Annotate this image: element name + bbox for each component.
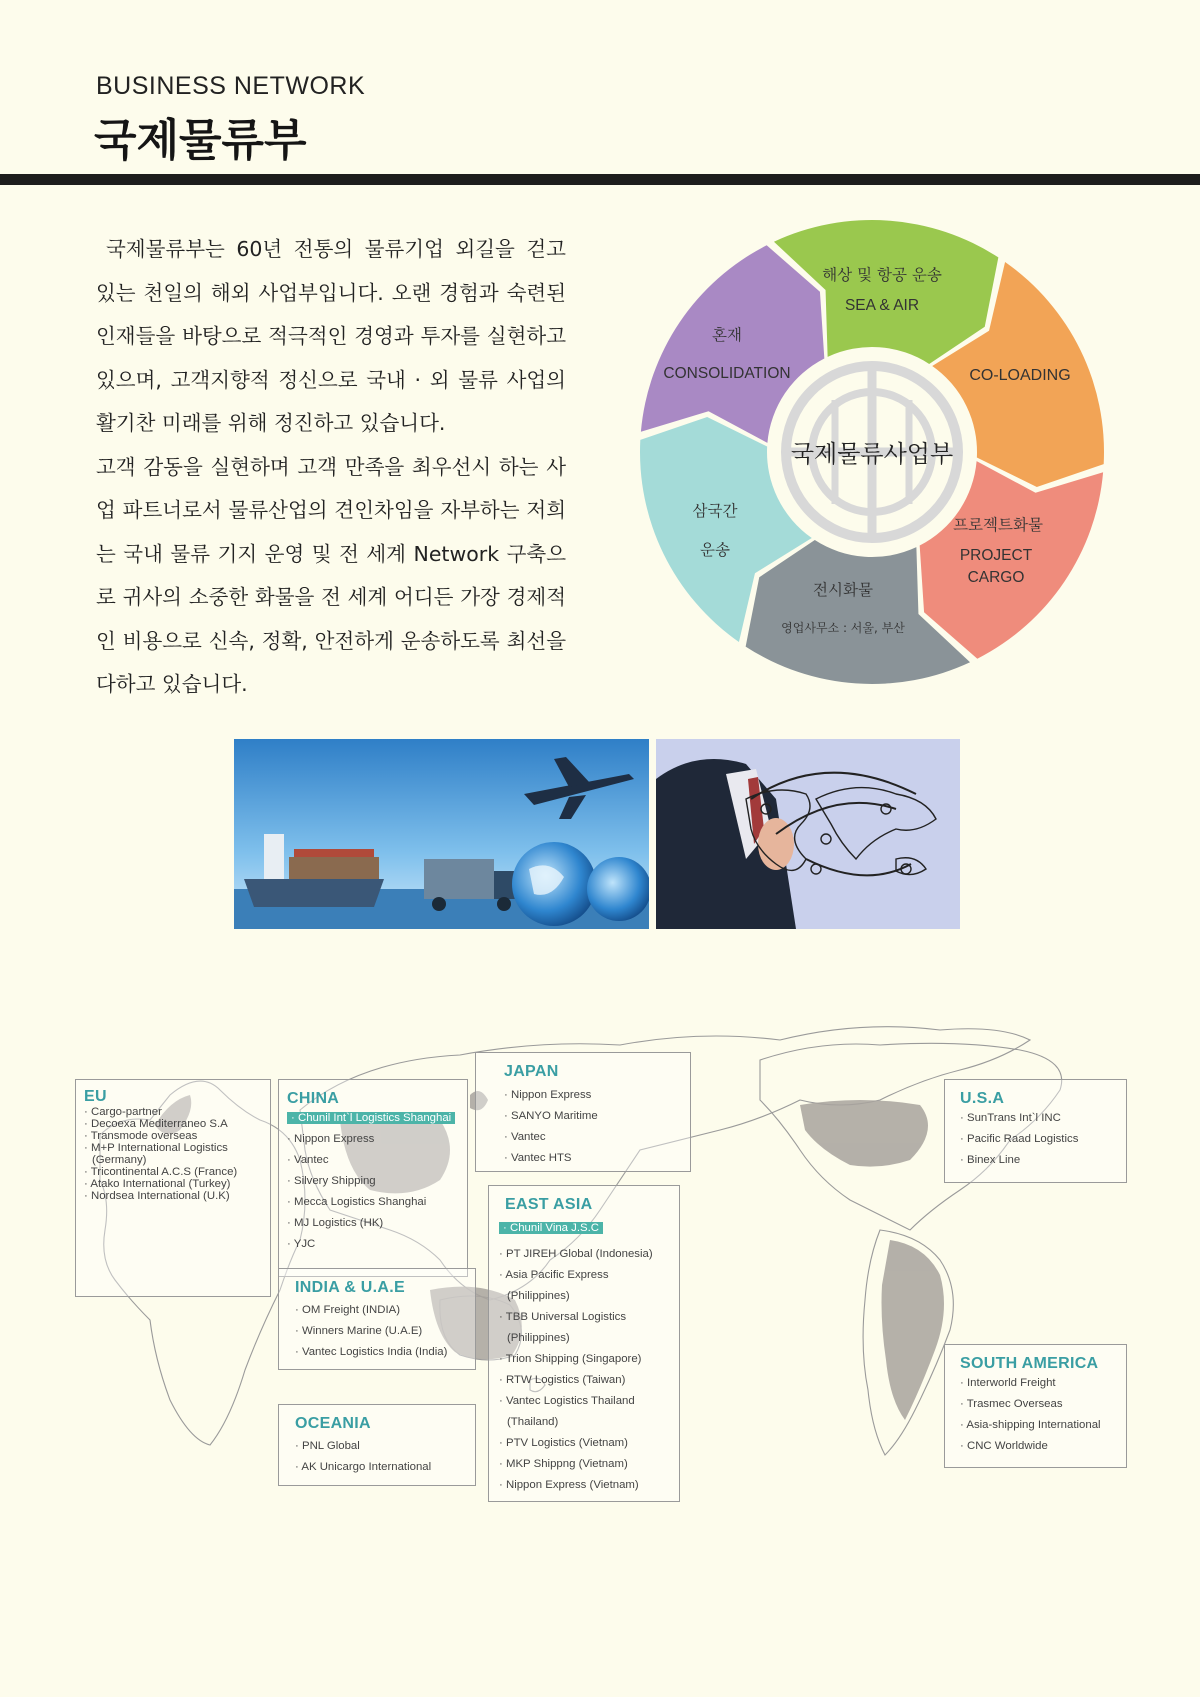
- region-box-east-asia: [488, 1185, 680, 1502]
- list-item: · Pacific Raad Logistics: [960, 1133, 1079, 1145]
- list-item-highlighted: · Chunil Int`l Logistics Shanghai: [287, 1108, 459, 1129]
- list-item: · Asia-shipping International: [960, 1419, 1101, 1431]
- list-item: · RTW Logistics (Taiwan): [499, 1374, 626, 1386]
- list-item: · Vantec: [287, 1154, 329, 1166]
- region-box-japan: [475, 1052, 691, 1172]
- list-item: · Tricontinental A.C.S (France): [84, 1166, 238, 1178]
- list-item: · Nippon Express: [504, 1089, 592, 1101]
- list-item: · PTV Logistics (Vietnam): [499, 1437, 628, 1449]
- region-box-south-america: [944, 1344, 1127, 1468]
- region-box-usa: [944, 1079, 1127, 1183]
- list-item: · Trasmec Overseas: [960, 1398, 1063, 1410]
- region-title-usa: U.S.A: [960, 1090, 1005, 1107]
- list-item: · Transmode overseas: [84, 1130, 198, 1142]
- region-title-east-asia: EAST ASIA: [505, 1196, 593, 1213]
- region-title-china: CHINA: [287, 1090, 340, 1107]
- project-label-en2: CARGO: [967, 569, 1025, 586]
- partner-list-eu: [84, 1106, 262, 1202]
- list-item: · PT JIREH Global (Indonesia): [499, 1248, 653, 1260]
- exhibition-label: 전시화물: [813, 581, 873, 599]
- list-item: · MKP Shippng (Vietnam): [499, 1458, 628, 1470]
- list-item: · Decoexa Mediterraneo S.A: [84, 1118, 228, 1130]
- partner-list-south-america: [960, 1373, 1118, 1457]
- consolidation-label-ko: 혼재: [712, 326, 742, 344]
- list-item: (Philippines): [507, 1332, 570, 1344]
- world-network-map: [60, 1000, 1130, 1560]
- partner-list-east-asia: [499, 1218, 671, 1496]
- list-item: · Winners Marine (U.A.E): [295, 1325, 423, 1337]
- list-item: · Vantec Logistics India (India): [295, 1346, 448, 1358]
- exhibition-sub-label: 영업사무소 : 서울, 부산: [781, 621, 905, 635]
- logistics-photo: [234, 739, 649, 929]
- region-box-india: [278, 1268, 476, 1370]
- list-item: · Cargo-partner: [84, 1106, 162, 1118]
- list-item: · SunTrans Int`l INC: [960, 1112, 1061, 1124]
- list-item: · Trion Shipping (Singapore): [499, 1353, 642, 1365]
- partner-list-oceania: [295, 1436, 467, 1478]
- intro-paragraph-2: 고객 감동을 실현하며 고객 만족을 최우선시 하는 사업 파트너로서 물류산업의 견인차임을 자부하는 저희는 국내 물류 기지 운영 및 전 세계 Network 구축으로 귀사의 소중한 화물을 전 세계 어디든 가장 경제적인 비용으로 신속, 정확, 안전하게 운송하도록 최선을 다하고 있습니다.: [96, 454, 566, 696]
- list-item: (Philippines): [507, 1290, 570, 1302]
- page-title: 국제물류부: [94, 115, 307, 166]
- coloading-label: CO-LOADING: [969, 367, 1071, 384]
- list-item: · OM Freight (INDIA): [295, 1304, 401, 1316]
- header-divider: [0, 174, 1200, 185]
- list-item: · PNL Global: [295, 1440, 360, 1452]
- wheel-center-label: 국제물류사업부: [790, 440, 954, 468]
- partner-list-japan: [504, 1085, 682, 1169]
- list-item: · TBB Universal Logistics: [499, 1311, 627, 1323]
- region-title-oceania: OCEANIA: [295, 1415, 371, 1432]
- list-item: · Nippon Express (Vietnam): [499, 1479, 639, 1491]
- region-title-india: INDIA & U.A.E: [295, 1279, 405, 1296]
- list-item: · AK Unicargo International: [295, 1461, 432, 1473]
- service-wheel-diagram: [630, 210, 1110, 690]
- partner-list-india: [295, 1300, 467, 1363]
- list-item: · Mecca Logistics Shanghai: [287, 1196, 427, 1208]
- list-item: · YJC: [287, 1238, 316, 1250]
- project-label-ko: 프로젝트화물: [953, 516, 1043, 534]
- region-box-eu: [75, 1079, 271, 1297]
- list-item: · Interworld Freight: [960, 1377, 1056, 1389]
- list-item: (Germany): [92, 1154, 147, 1166]
- list-item: · Nippon Express: [287, 1133, 375, 1145]
- list-item: · M+P International Logistics: [84, 1142, 228, 1154]
- intro-text: [96, 228, 566, 707]
- list-item: · Nordsea International (U.K): [84, 1190, 230, 1202]
- list-item: · Vantec HTS: [504, 1152, 572, 1164]
- list-item: (Thailand): [507, 1416, 559, 1428]
- list-item: · CNC Worldwide: [960, 1440, 1048, 1452]
- list-item: · SANYO Maritime: [504, 1110, 598, 1122]
- list-item-highlighted: · Chunil Vina J.S.C: [499, 1218, 671, 1239]
- intro-paragraph-1: 국제물류부는 60년 전통의 물류기업 외길을 걷고 있는 천일의 해외 사업부입니다. 오랜 경험과 숙련된 인재들을 바탕으로 적극적인 경영과 투자를 실현하고 있으며, 고객지향적 정신으로 국내 · 외 물류 사업의 활기찬 미래를 위해 정진하고 있습니다.: [96, 237, 566, 435]
- list-item: · Asia Pacific Express: [499, 1269, 609, 1281]
- list-item: · Atako International (Turkey): [84, 1178, 231, 1190]
- partner-list-china: [287, 1108, 459, 1255]
- list-item: · Vantec: [504, 1131, 546, 1143]
- region-title-eu: EU: [84, 1088, 107, 1105]
- region-box-oceania: [278, 1404, 476, 1486]
- world-network-photo: [656, 739, 960, 929]
- list-item: · Binex Line: [960, 1154, 1021, 1166]
- list-item: · Vantec Logistics Thailand: [499, 1395, 635, 1407]
- triangle-label-2: 운송: [700, 541, 730, 559]
- region-box-china: [278, 1079, 468, 1277]
- project-label-en1: PROJECT: [959, 547, 1033, 564]
- header-title-en: BUSINESS NETWORK: [96, 72, 366, 100]
- sea-air-label-ko: 해상 및 항공 운송: [822, 266, 942, 284]
- triangle-label-1: 삼국간: [692, 502, 738, 520]
- region-title-south-america: SOUTH AMERICA: [960, 1355, 1099, 1372]
- list-item: · Silvery Shipping: [287, 1175, 376, 1187]
- list-item: · MJ Logistics (HK): [287, 1217, 384, 1229]
- partner-list-usa: [960, 1108, 1118, 1171]
- sea-air-label-en: SEA & AIR: [844, 297, 920, 314]
- region-title-japan: JAPAN: [504, 1063, 559, 1080]
- consolidation-label-en: CONSOLIDATION: [663, 365, 791, 382]
